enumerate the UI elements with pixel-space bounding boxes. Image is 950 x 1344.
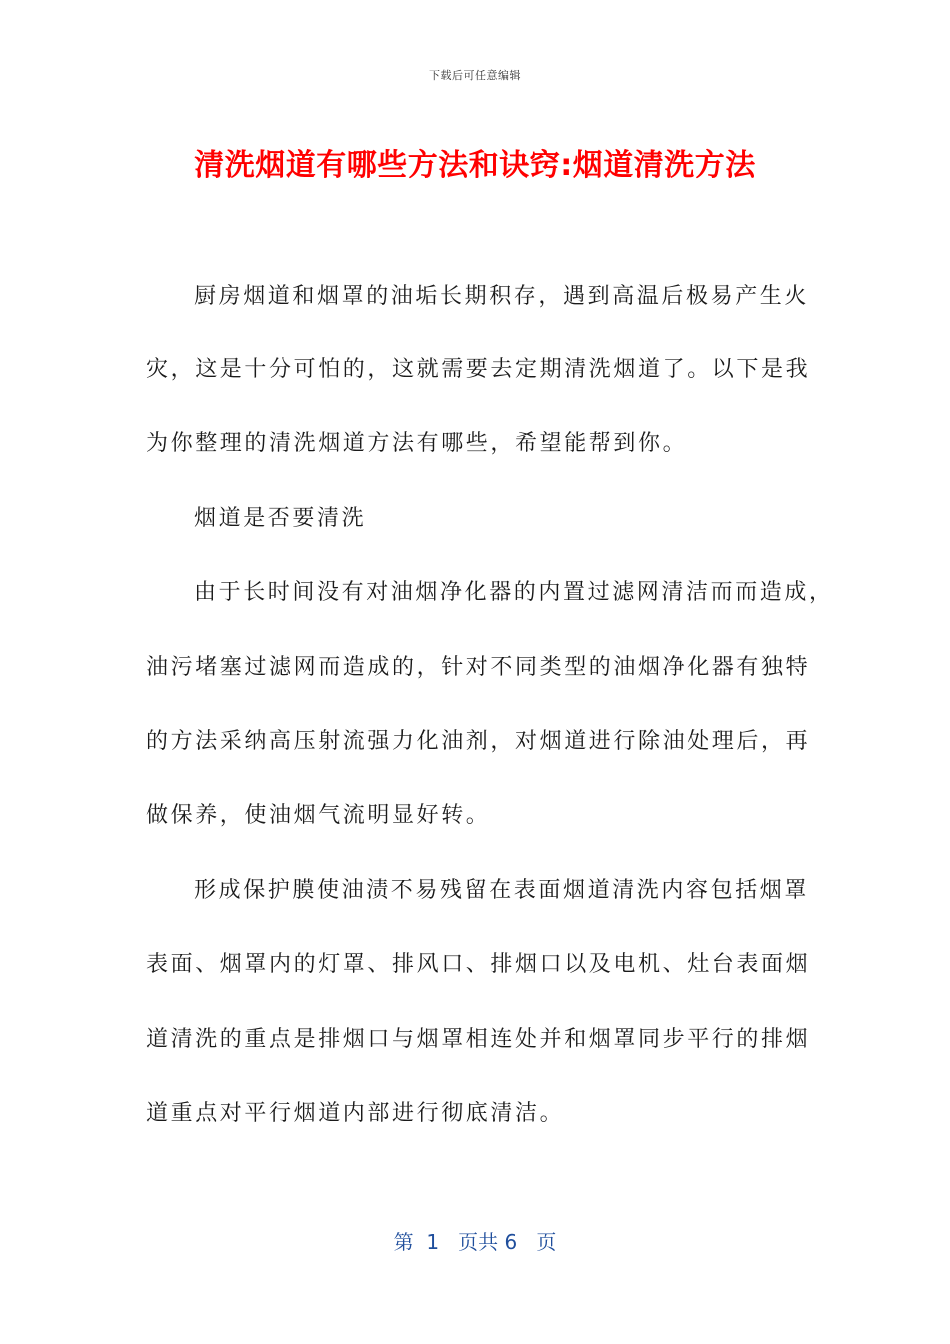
paragraph-line: 油污堵塞过滤网而造成的，针对不同类型的油烟净化器有独特 bbox=[146, 655, 811, 680]
paragraph-line: 道清洗的重点是排烟口与烟罩相连处并和烟罩同步平行的排烟 bbox=[146, 1027, 811, 1052]
header-note: 下载后可任意编辑 bbox=[429, 69, 521, 82]
paragraph-line: 道重点对平行烟道内部进行彻底清洁。 bbox=[146, 1101, 565, 1126]
paragraph-line: 的方法采纳高压射流强力化油剂，对烟道进行除油处理后，再 bbox=[146, 729, 811, 754]
paragraph-line: 厨房烟道和烟罩的油垢长期积存，遇到高温后极易产生火 bbox=[194, 284, 810, 309]
document-title: 清洗烟道有哪些方法和诀窍:烟道清洗方法 bbox=[194, 148, 756, 183]
paragraph-line: 为你整理的清洗烟道方法有哪些，希望能帮到你。 bbox=[146, 431, 688, 456]
paragraph-line: 灾，这是十分可怕的，这就需要去定期清洗烟道了。以下是我 bbox=[146, 357, 811, 382]
section-heading: 烟道是否要清洗 bbox=[194, 506, 367, 531]
paragraph-line: 由于长时间没有对油烟净化器的内置过滤网清洁而而造成， bbox=[194, 580, 834, 605]
paragraph-line: 形成保护膜使油渍不易残留在表面烟道清洗内容包括烟罩 bbox=[194, 878, 810, 903]
page-indicator: 第 1 页共 6 页 bbox=[393, 1230, 557, 1254]
paragraph-line: 做保养，使油烟气流明显好转。 bbox=[146, 803, 491, 828]
paragraph-line: 表面、烟罩内的灯罩、排风口、排烟口以及电机、灶台表面烟 bbox=[146, 952, 811, 977]
